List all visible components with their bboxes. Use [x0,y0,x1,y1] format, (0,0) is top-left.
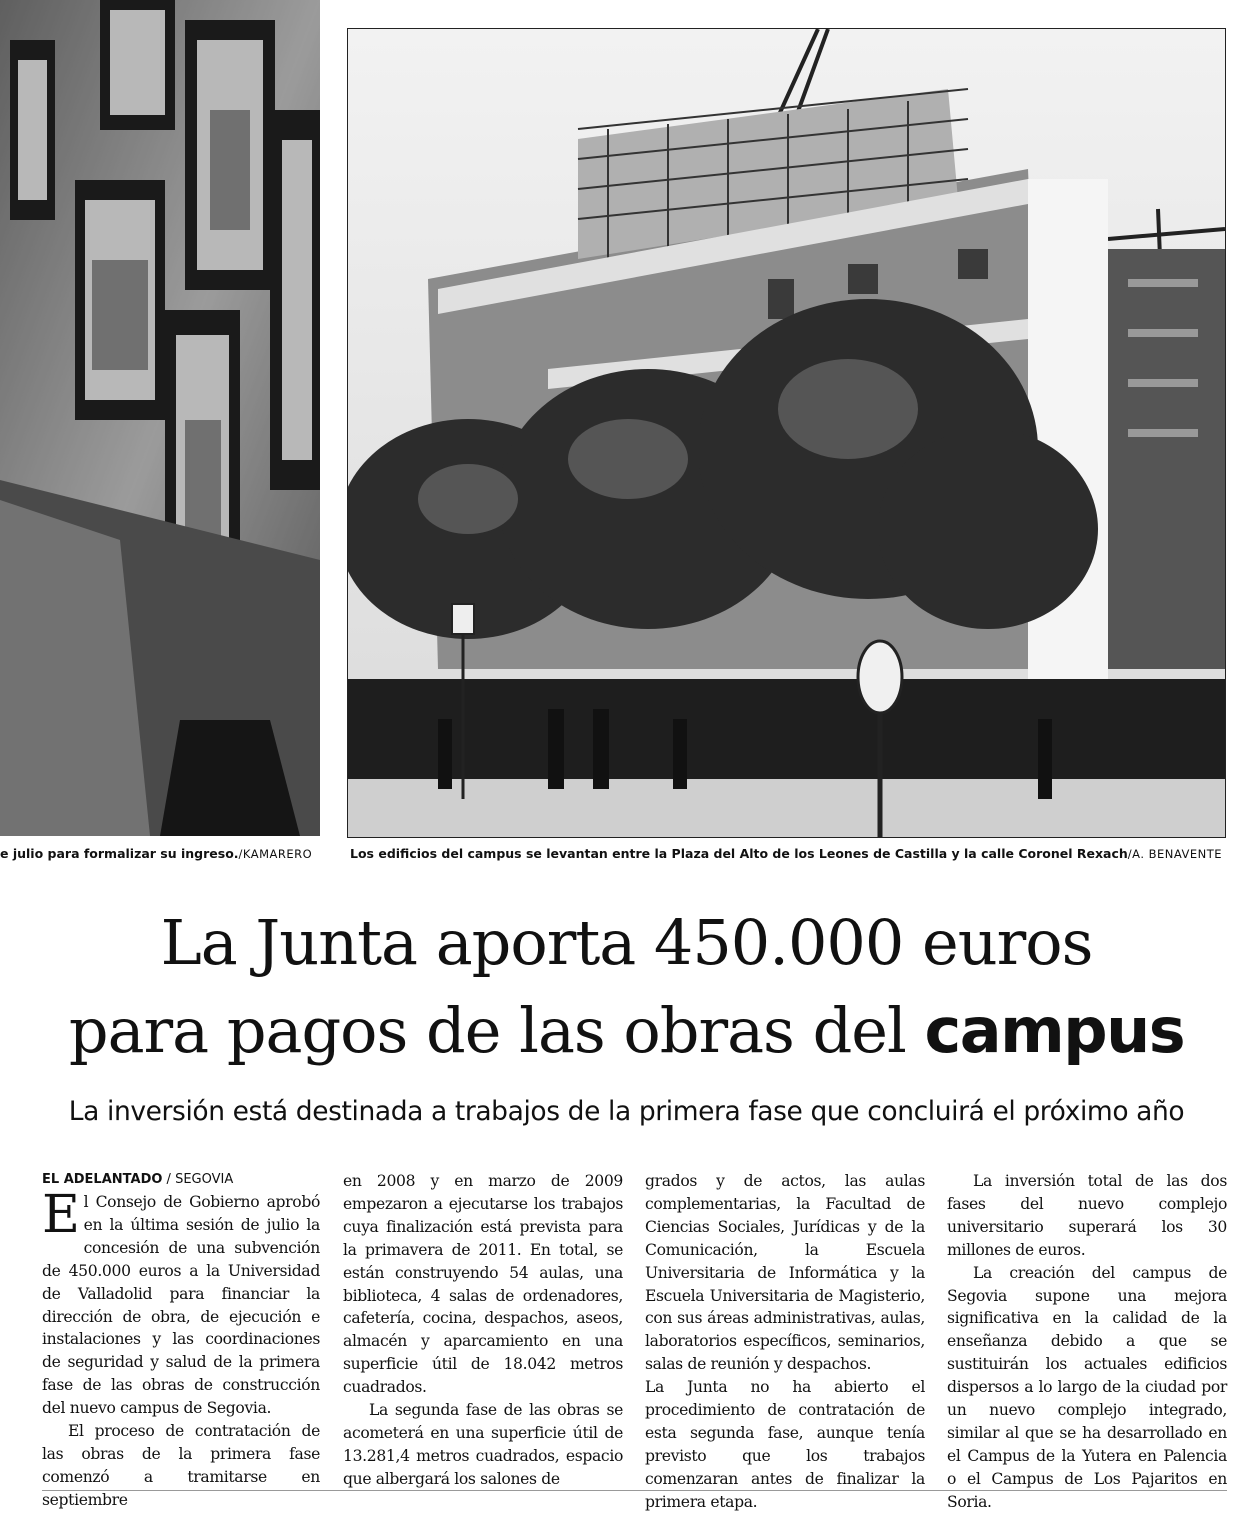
byline-separator: / [162,1172,176,1187]
right-photo-caption [350,846,1222,861]
paragraph-1-text: l Consejo de Gobierno aprobó en la última sesión de julio la concesión de una subvención de 450.000 euros a la Universidad de Valladolid para financiar la dirección de obra, de ejecución e instalaciones y las coordinaciones de seguridad y salud de la primera fase de las obras de construcción del nuevo campus de Segovia. [42,1193,320,1418]
headline-keyword: campus [924,994,1185,1067]
dropcap: E [42,1185,80,1245]
bottom-rule [42,1490,1227,1491]
article-paragraph-1 [42,1185,320,1420]
article-column-2 [343,1170,623,1488]
headline-line-1: La Junta aporta 450.000 euros [160,906,1093,979]
article-paragraph-3b: grados y de actos, las aulas complementarias, la Facultad de Ciencias Sociales, Jurídicas y de la Comunicación, la Escuela Universitaria de Informática y la Escuela Universitaria de Magisterio, con sus áreas administrativas, aulas, laboratorios específicos, seminarios, salas de reunión y despachos. [645,1172,925,1374]
left-photo-caption [0,846,312,861]
photo-credit: /KAMARERO [238,847,313,861]
byline [42,1170,320,1189]
caption-text: e julio para formalizar su ingreso. [0,846,239,861]
photo-credit: /A. BENAVENTE [1127,847,1223,861]
article-paragraph-2b: en 2008 y en marzo de 2009 empezaron a ejecutarse los trabajos cuya finalización está prevista para la primavera de 2011. En total, se están construyendo 54 aulas, una biblioteca, 4 salas de ordenadores, cafetería, cocina, despachos, aseos, almacén y aparcamiento en una superficie útil de 18.042 metros cuadrados. [343,1172,623,1397]
article-paragraph-4: La Junta no ha abierto el procedimiento de contratación de esta segunda fase, aunque tenía previsto que los trabajos comenzaran antes de finalizar la primera etapa. [645,1378,925,1511]
byline-place: SEGOVIA [175,1172,234,1187]
headline-line-2 [0,994,1253,1067]
headline-line-2-prefix: para pagos de las obras del [68,994,925,1067]
byline-org: EL ADELANTADO [42,1172,163,1187]
subheadline: La inversión está destinada a trabajos de la primera fase que concluirá el próximo año [68,1096,1185,1127]
article-paragraph-5: La inversión total de las dos fases del nuevo complejo universitario superará los 30 millones de euros. [947,1172,1227,1259]
gallery-photo-image [0,0,320,836]
gallery-photo [0,0,320,836]
construction-site-image [348,29,1225,837]
article-column-3 [645,1170,925,1511]
article-column-4 [947,1170,1227,1511]
article-column-1 [42,1170,320,1509]
article-paragraph-2a: El proceso de contratación de las obras de la primera fase comenzó a tramitarse en septiembre [42,1422,320,1509]
construction-site-photo [347,28,1226,838]
article-paragraph-3a: La segunda fase de las obras se acometerá en una superficie útil de 13.281,4 metros cuadrados, espacio que albergará los salones de [343,1401,623,1488]
article-paragraph-6: La creación del campus de Segovia supone una mejora significativa en la calidad de la enseñanza debido a que se sustituirán los actuales edificios dispersos a lo largo de la ciudad por un nuevo complejo integrado, similar al que se ha desarrollado en el Campus de la Yutera en Palencia o el Campus de Los Pajaritos en Soria. [947,1263,1227,1511]
caption-text: Los edificios del campus se levantan entre la Plaza del Alto de los Leones de Castilla y la calle Coronel Rexach [350,846,1128,861]
